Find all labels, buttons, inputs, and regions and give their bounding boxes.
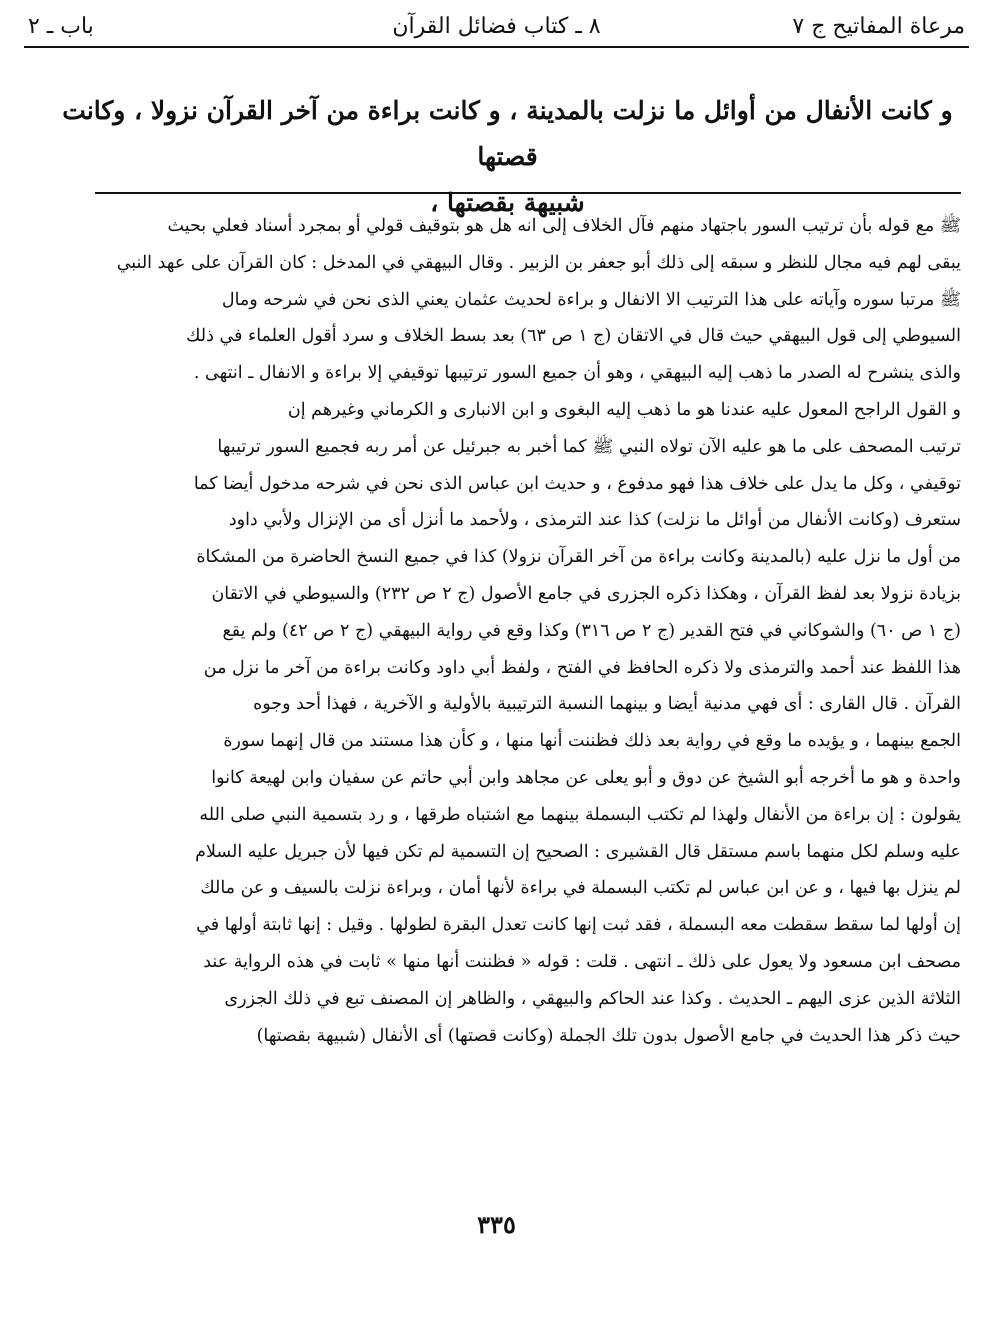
commentary-line: بزيادة نزولا بعد لفظ القرآن ، وهكذا ذكره الجزرى في جامع الأصول (ج ٢ ص ٢٣٢) والسيوطي في الاتقان — [211, 583, 961, 604]
commentary-line: يقولون : إن براءة من الأنفال ولهذا لم تكتب البسملة بينهما مع اشتباه طرقها ، و رد بتسمية النبي صلى الله — [199, 804, 961, 825]
commentary-line: لم ينزل بها فيها ، و عن ابن عباس لم تكتب البسملة في براءة لأنها أمان ، وبراءة نزلت بالسيف و عن مالك — [200, 878, 961, 899]
commentary-line: ترتيب المصحف على ما هو عليه الآن تولاه النبي ﷺ كما أخبر به جبرئيل عن أمر ربه فجميع السور ترتيبها — [217, 436, 961, 457]
hadith-line: شبيهة بقصتها ، — [430, 188, 585, 217]
commentary-line: عليه وسلم لكل منهما باسم مستقل قال القشيرى : الصحيح إن التسمية لم تكن فيها لأن جبريل عليه السلام — [195, 841, 961, 862]
section-label: باب ـ ٢ — [28, 14, 94, 39]
text-divider — [95, 192, 961, 194]
commentary-line: حيث ذكر هذا الحديث في جامع الأصول بدون تلك الجملة (وكانت قصتها) أى الأنفال (شبيهة بقصتها) — [256, 1025, 961, 1046]
commentary-line: و القول الراجح المعول عليه عندنا هو ما ذهب إليه البغوى و ابن الانبارى و الكرماني وغيرهم إن — [287, 399, 961, 420]
commentary-line: الثلاثة الذين عزى اليهم ـ الحديث . وكذا عند الحاكم والبيهقي ، والظاهر إن المصنف تبع في ذلك الجزرى — [224, 988, 961, 1009]
commentary-line: السيوطي إلى قول البيهقي حيث قال في الاتقان (ج ١ ص ٦٣) بعد بسط الخلاف و سرد أقول العلماء في ذلك — [186, 326, 961, 347]
book-title: مرعاة المفاتيح ج ٧ — [792, 14, 965, 39]
commentary-line: القرآن . قال القارى : أى فهي مدنية أيضا و بينهما النسبة الترتيبية بالأولية و الآخرية ، فهذا أحد وجوه — [253, 694, 961, 715]
commentary-line: من أول ما نزل عليه (بالمدينة وكانت براءة من آخر القرآن نزولا) كذا في جميع النسخ الحاضرة من المشكاة — [196, 547, 961, 568]
hadith-line: و كانت الأنفال من أوائل ما نزلت بالمدينة ، و كانت براءة من آخر القرآن نزولا ، وكانت قصتها — [62, 96, 953, 171]
commentary-line: والذى ينشرح له الصدر ما ذهب إليه البيهقي ، وهو أن جميع السور ترتيبها توقيفي إلا براءة و الانفال ـ انتهى . — [193, 363, 961, 384]
page-number: ٣٣٥ — [477, 1210, 516, 1239]
commentary-line: يبقى لهم فيه مجال للنظر و سبقه إلى ذلك أبو جعفر بن الزبير . وقال البيهقي في المدخل : كان القرآن على عهد النبي — [116, 252, 961, 273]
commentary-line: (ج ١ ص ٦٠) والشوكاني في فتح القدير (ج ٢ ص ٣١٦) وكذا وقع في رواية البيهقي (ج ٢ ص ٤٢) ولم يقع — [222, 620, 961, 641]
chapter-title: ٨ ـ كتاب فضائل القرآن — [392, 14, 601, 39]
header-divider — [24, 46, 969, 48]
commentary-line: الجمع بينهما ، و يؤيده ما وقع في رواية بعد ذلك فظننت أنها منها ، و كأن هذا مستند من قال إنهما سورة — [223, 731, 961, 752]
commentary-line: إن أولها لما سقط سقطت معه البسملة ، فقد ثبت إنها كانت تعدل البقرة لطولها . وقيل : إنها ثابتة أولها في — [196, 915, 961, 936]
commentary-line: ﷺ مع قوله بأن ترتيب السور باجتهاد منهم فآل الخلاف إلى انه هل هو بتوقيف قولي أو بمجرد أسناد فعلي بحيث — [167, 216, 961, 236]
commentary-body — [30, 208, 961, 1054]
commentary-line: مصحف ابن مسعود ولا يعول على ذلك ـ انتهى . قلت : قوله « فظننت أنها منها » ثابت في هذه الرواية عند — [203, 951, 961, 972]
hadith-text — [62, 88, 953, 226]
commentary-line: هذا اللفظ عند أحمد والترمذى ولا ذكره الحافظ في الفتح ، ولفظ أبي داود وكانت براءة من آخر ما نزل من — [203, 657, 961, 678]
commentary-line: ﷺ مرتبا سوره وآياته على هذا الترتيب الا الانفال و براءة لحديث عثمان يعني الذى نحن في شرحه ومال — [221, 289, 961, 310]
commentary-line: ستعرف (وكانت الأنفال من أوائل ما نزلت) كذا عند الترمذى ، ولأحمد ما أنزل أى من الإنزال ولأبي داود — [228, 510, 961, 531]
page-header — [28, 10, 965, 44]
commentary-line: واحدة و هو ما أخرجه أبو الشيخ عن دوق و أبو يعلى عن مجاهد وابن أبي حاتم عن سفيان وابن لهيعة كانوا — [211, 767, 961, 788]
commentary-line: توقيفي ، وكل ما يدل على خلاف هذا فهو مدفوع ، و حديث ابن عباس الذى نحن في شرحه مدخول أيضا كما — [193, 473, 961, 494]
